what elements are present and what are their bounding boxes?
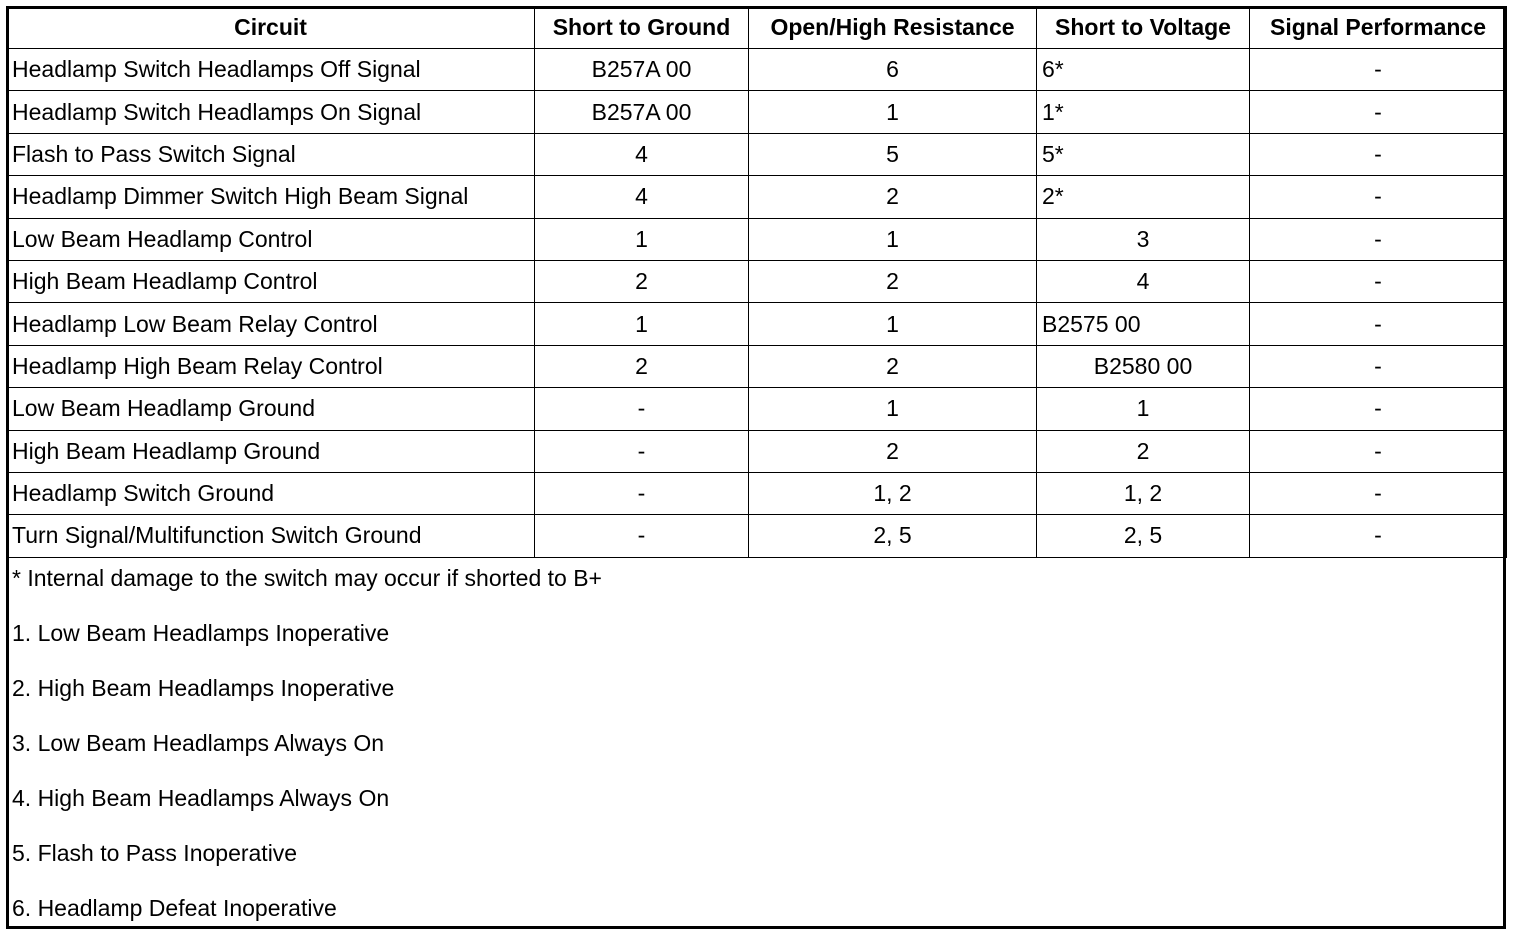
header-row <box>7 7 1507 49</box>
footnote-line: 6. Headlamp Defeat Inoperative <box>12 895 337 921</box>
open-high-resistance-cell: 2, 5 <box>749 515 1037 557</box>
signal-performance-cell: - <box>1250 303 1507 345</box>
short-to-voltage-cell: 2 <box>1037 430 1250 472</box>
circuit-cell: Headlamp Switch Ground <box>7 472 535 514</box>
signal-performance-cell: - <box>1250 91 1507 133</box>
footnote-line: 5. Flash to Pass Inoperative <box>12 840 298 866</box>
table-row <box>7 133 1507 175</box>
header-short-to-voltage: Short to Voltage <box>1037 7 1250 49</box>
short-to-voltage-cell: 3 <box>1037 218 1250 260</box>
short-to-ground-cell: 2 <box>535 260 749 302</box>
footnote-line: 4. High Beam Headlamps Always On <box>12 785 390 811</box>
circuit-cell: Headlamp Low Beam Relay Control <box>7 303 535 345</box>
signal-performance-cell: - <box>1250 176 1507 218</box>
short-to-voltage-cell: 1* <box>1037 91 1250 133</box>
open-high-resistance-cell: 2 <box>749 260 1037 302</box>
open-high-resistance-cell: 1 <box>749 91 1037 133</box>
circuit-cell: Headlamp Switch Headlamps Off Signal <box>7 49 535 91</box>
open-high-resistance-cell: 2 <box>749 430 1037 472</box>
short-to-voltage-cell: 5* <box>1037 133 1250 175</box>
circuit-cell: High Beam Headlamp Control <box>7 260 535 302</box>
signal-performance-cell: - <box>1250 345 1507 387</box>
footnotes <box>12 555 1492 940</box>
circuit-diagnostic-table <box>6 6 1507 558</box>
short-to-voltage-cell: 2* <box>1037 176 1250 218</box>
footnote-line: 1. Low Beam Headlamps Inoperative <box>12 620 390 646</box>
footnote-line: 2. High Beam Headlamps Inoperative <box>12 675 395 701</box>
circuit-cell: Low Beam Headlamp Ground <box>7 388 535 430</box>
signal-performance-cell: - <box>1250 472 1507 514</box>
open-high-resistance-cell: 1, 2 <box>749 472 1037 514</box>
table-row <box>7 303 1507 345</box>
signal-performance-cell: - <box>1250 388 1507 430</box>
short-to-ground-cell: 1 <box>535 303 749 345</box>
circuit-cell: Turn Signal/Multifunction Switch Ground <box>7 515 535 557</box>
short-to-voltage-cell: 4 <box>1037 260 1250 302</box>
table-row <box>7 176 1507 218</box>
circuit-cell: High Beam Headlamp Ground <box>7 430 535 472</box>
circuit-cell: Low Beam Headlamp Control <box>7 218 535 260</box>
table-row <box>7 388 1507 430</box>
table-row <box>7 218 1507 260</box>
short-to-voltage-cell: 6* <box>1037 49 1250 91</box>
circuit-cell: Headlamp Dimmer Switch High Beam Signal <box>7 176 535 218</box>
short-to-ground-cell: - <box>535 515 749 557</box>
short-to-voltage-cell: B2575 00 <box>1037 303 1250 345</box>
short-to-ground-cell: - <box>535 430 749 472</box>
header-circuit: Circuit <box>7 7 535 49</box>
table-row <box>7 345 1507 387</box>
short-to-voltage-cell: 1, 2 <box>1037 472 1250 514</box>
signal-performance-cell: - <box>1250 133 1507 175</box>
open-high-resistance-cell: 1 <box>749 388 1037 430</box>
short-to-ground-cell: - <box>535 388 749 430</box>
signal-performance-cell: - <box>1250 515 1507 557</box>
short-to-ground-cell: 4 <box>535 176 749 218</box>
circuit-cell: Headlamp Switch Headlamps On Signal <box>7 91 535 133</box>
short-to-voltage-cell: B2580 00 <box>1037 345 1250 387</box>
signal-performance-cell: - <box>1250 49 1507 91</box>
footnote-line: * Internal damage to the switch may occur if shorted to B+ <box>12 565 602 591</box>
table-row <box>7 49 1507 91</box>
open-high-resistance-cell: 2 <box>749 345 1037 387</box>
open-high-resistance-cell: 6 <box>749 49 1037 91</box>
header-open-high-resistance: Open/High Resistance <box>749 7 1037 49</box>
short-to-ground-cell: 1 <box>535 218 749 260</box>
signal-performance-cell: - <box>1250 260 1507 302</box>
short-to-ground-cell: 2 <box>535 345 749 387</box>
signal-performance-cell: - <box>1250 430 1507 472</box>
circuit-cell: Flash to Pass Switch Signal <box>7 133 535 175</box>
open-high-resistance-cell: 2 <box>749 176 1037 218</box>
short-to-voltage-cell: 2, 5 <box>1037 515 1250 557</box>
header-signal-performance: Signal Performance <box>1250 7 1507 49</box>
open-high-resistance-cell: 1 <box>749 303 1037 345</box>
open-high-resistance-cell: 1 <box>749 218 1037 260</box>
short-to-ground-cell: - <box>535 472 749 514</box>
open-high-resistance-cell: 5 <box>749 133 1037 175</box>
footnote-line: 3. Low Beam Headlamps Always On <box>12 730 385 756</box>
header-short-to-ground: Short to Ground <box>535 7 749 49</box>
table-row <box>7 91 1507 133</box>
table-row <box>7 430 1507 472</box>
short-to-voltage-cell: 1 <box>1037 388 1250 430</box>
table-row <box>7 515 1507 557</box>
short-to-ground-cell: 4 <box>535 133 749 175</box>
short-to-ground-cell: B257A 00 <box>535 91 749 133</box>
table-row <box>7 472 1507 514</box>
short-to-ground-cell: B257A 00 <box>535 49 749 91</box>
signal-performance-cell: - <box>1250 218 1507 260</box>
circuit-cell: Headlamp High Beam Relay Control <box>7 345 535 387</box>
table-row <box>7 260 1507 302</box>
